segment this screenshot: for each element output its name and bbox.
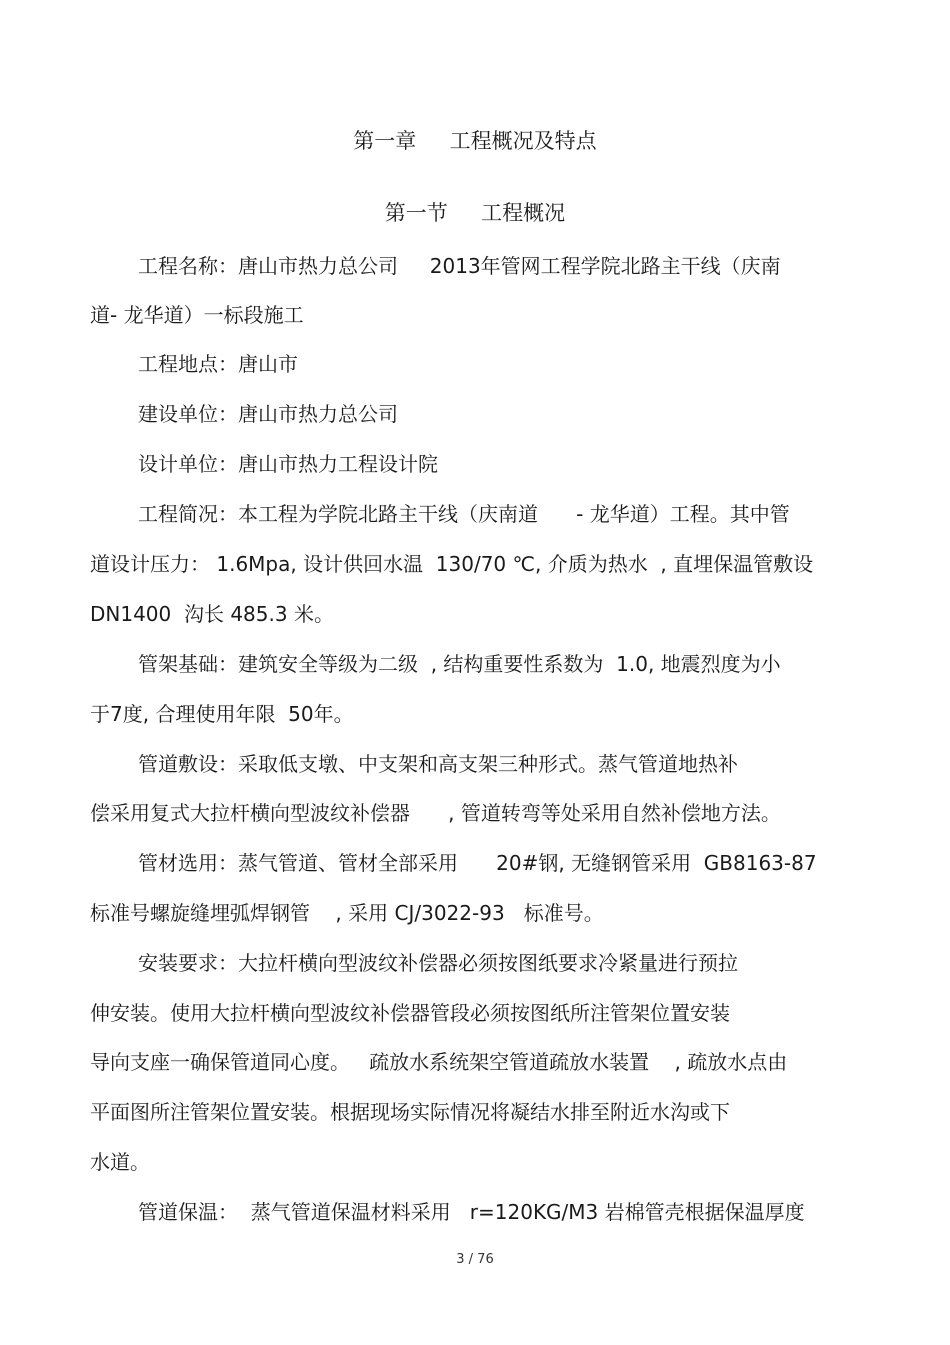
paragraph-line: 工程地点：唐山市 — [138, 352, 298, 376]
paragraph-line: 于7度, 合理使用年限 50年。 — [90, 702, 354, 726]
page-number: 3 / 76 — [456, 1252, 494, 1267]
paragraph-line: 安装要求：大拉杆横向型波纹补偿器必须按图纸要求冷紧量进行预拉 — [138, 951, 738, 975]
chapter-title: 第一章 工程概况及特点 — [353, 129, 597, 153]
paragraph-line: 标准号螺旋缝埋弧焊钢管 , 采用 CJ/3022-93 标准号。 — [90, 901, 604, 925]
paragraph-line: 道设计压力： 1.6Mpa, 设计供回水温 130/70 ℃, 介质为热水 , 直埋保温管敷设 — [90, 552, 814, 576]
paragraph-line: 道- 龙华道）一标段施工 — [90, 303, 304, 327]
paragraph-line: DN1400 沟长 485.3 米。 — [90, 602, 334, 626]
paragraph-line: 伸安装。使用大拉杆横向型波纹补偿器管段必须按图纸所注管架位置安装 — [90, 1001, 730, 1025]
paragraph-line: 偿采用复式大拉杆横向型波纹补偿器 , 管道转弯等处采用自然补偿地方法。 — [90, 801, 781, 825]
paragraph-line: 管材选用：蒸气管道、管材全部采用 20#钢, 无缝钢管采用 GB8163-87 — [138, 851, 817, 875]
paragraph-line: 工程名称：唐山市热力总公司 2013年管网工程学院北路主干线（庆南 — [138, 254, 781, 278]
section-title: 第一节 工程概况 — [384, 201, 566, 225]
paragraph-line: 管道保温： 蒸气管道保温材料采用 r=120KG/M3 岩棉管壳根据保温厚度 — [138, 1200, 805, 1224]
paragraph-line: 管道敷设：采取低支墩、中支架和高支架三种形式。蒸气管道地热补 — [138, 752, 738, 776]
paragraph-line: 建设单位：唐山市热力总公司 — [138, 402, 398, 426]
paragraph-line: 导向支座一确保管道同心度。 疏放水系统架空管道疏放水装置 , 疏放水点由 — [90, 1050, 788, 1074]
paragraph-line: 管架基础：建筑安全等级为二级 , 结构重要性系数为 1.0, 地震烈度为小 — [138, 652, 781, 676]
paragraph-line: 设计单位：唐山市热力工程设计院 — [138, 452, 438, 476]
paragraph-line: 平面图所注管架位置安装。根据现场实际情况将凝结水排至附近水沟或下 — [90, 1100, 730, 1124]
paragraph-line: 工程简况：本工程为学院北路主干线（庆南道 - 龙华道）工程。其中管 — [138, 502, 790, 526]
paragraph-line: 水道。 — [90, 1150, 150, 1174]
